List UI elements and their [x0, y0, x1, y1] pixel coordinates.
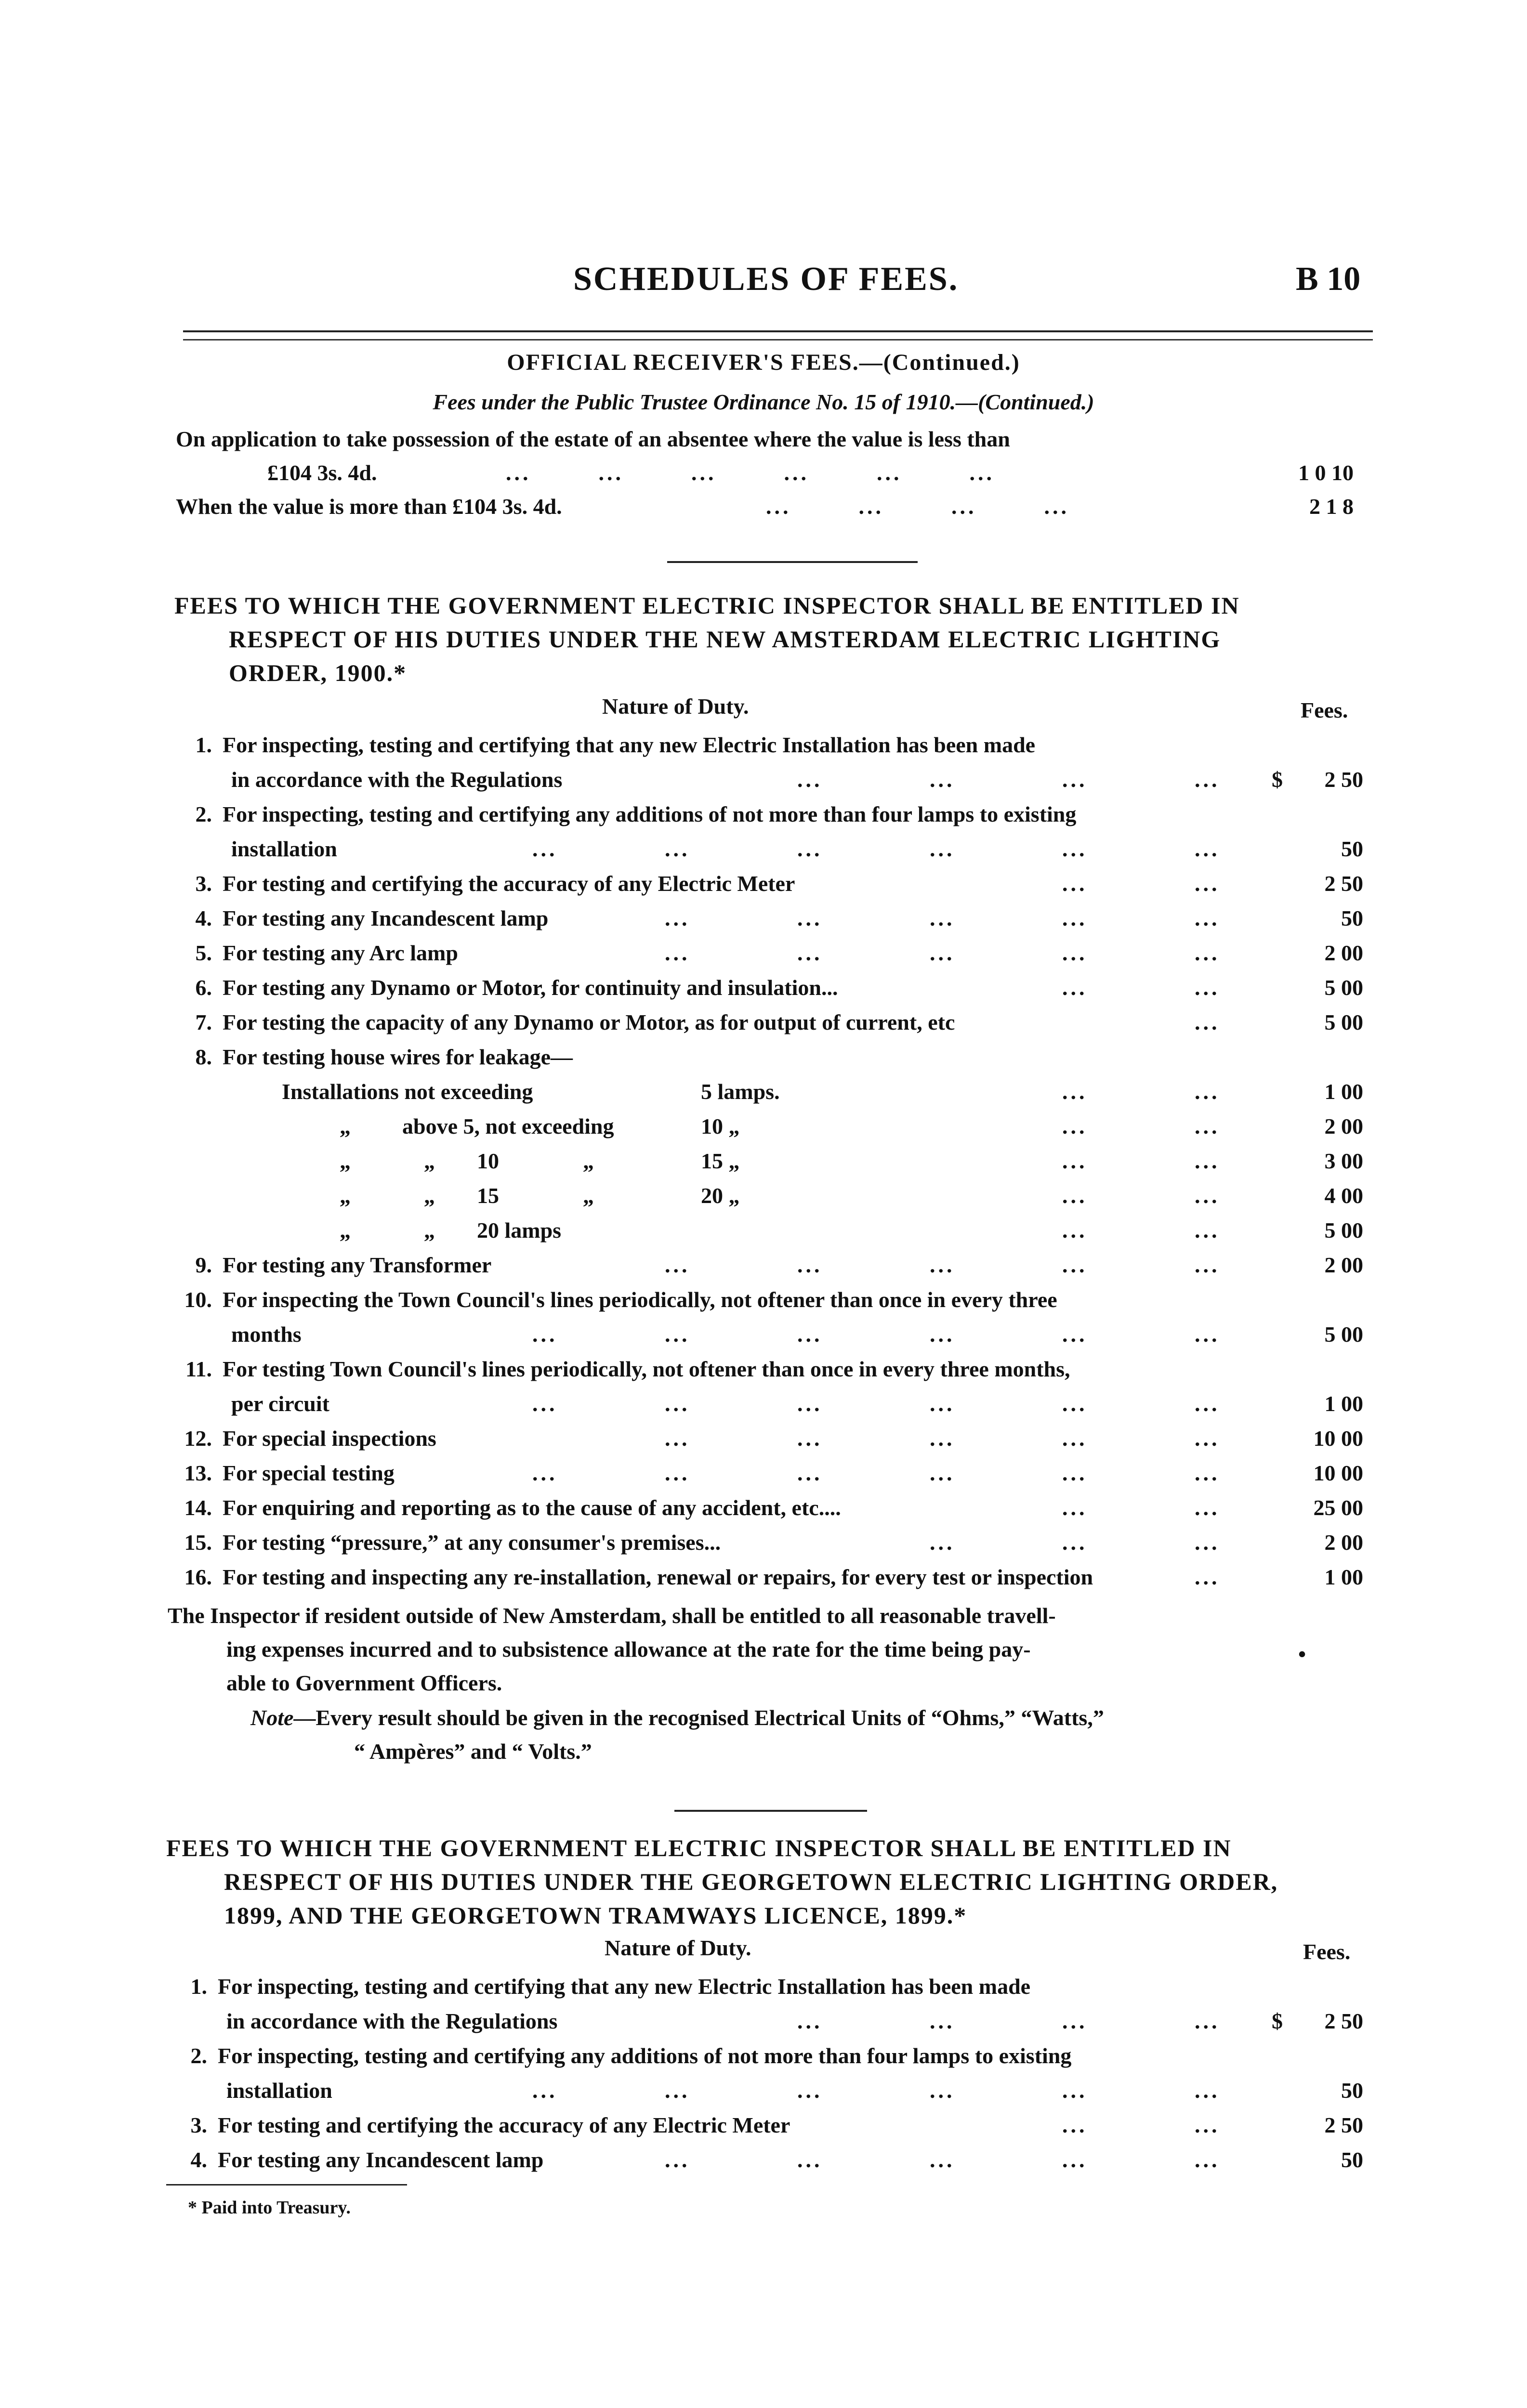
item-text-continued: in accordance with the Regulations	[231, 767, 563, 792]
leader-dots: ...	[1195, 1149, 1220, 1173]
leader-dots: ...	[665, 1322, 690, 1347]
page-number: B 10	[1296, 261, 1361, 298]
note-line-2: “ Ampères” and “ Volts.”	[354, 1739, 592, 1764]
leader-dots: ...	[930, 1391, 955, 1416]
item-number: 2.	[190, 2043, 207, 2068]
header-rule	[183, 330, 1373, 340]
leakage-tier: 10	[477, 1149, 499, 1173]
item-text-continued: installation	[231, 837, 337, 861]
leakage-tier: Installations not exceeding	[282, 1079, 533, 1104]
item-fee: 5 00	[1324, 1322, 1363, 1347]
inspector-mark: •	[1298, 1642, 1306, 1666]
item-text: For special testing	[223, 1461, 395, 1485]
item-number: 12.	[184, 1426, 212, 1451]
leader-dots: ...	[532, 1322, 558, 1347]
item-number: 1.	[195, 733, 212, 757]
ditto-mark: „	[583, 1149, 594, 1173]
ditto-mark: „	[340, 1218, 351, 1243]
item-fee: 4 00	[1324, 1183, 1363, 1208]
item-fee: 2 50	[1324, 2113, 1363, 2137]
item-text: For testing any Incandescent lamp	[218, 2147, 544, 2172]
inspector-line-3: able to Government Officers.	[226, 1671, 502, 1695]
receiver-fee-1: 1 0 10	[1298, 460, 1354, 485]
leakage-limit: 15 „	[701, 1149, 740, 1173]
leader-dots: ...	[797, 1253, 823, 1277]
section2-heading-3: 1899, AND THE GEORGETOWN TRAMWAYS LICENCE, 1899.*	[224, 1902, 967, 1929]
leader-dots: ...	[797, 1461, 823, 1485]
item-number: 5.	[195, 941, 212, 965]
leader-dots: ...	[797, 837, 823, 861]
leader-dots: ...	[1195, 767, 1220, 792]
leader-dots: ...	[797, 1322, 823, 1347]
item-number: 3.	[190, 2113, 207, 2137]
item-fee: 5 00	[1324, 975, 1363, 1000]
section1-col-nature: Nature of Duty.	[602, 694, 749, 719]
ditto-mark: „	[340, 1183, 351, 1208]
item-text-continued: in accordance with the Regulations	[226, 2009, 558, 2033]
leader-dots: ...	[1062, 1530, 1088, 1555]
item-number: 4.	[195, 906, 212, 930]
leader-dots: ...	[930, 906, 955, 930]
receiver-line-1: On application to take possession of the estate of an absentee where the value is less than	[176, 427, 1010, 451]
item-fee: 5 00	[1324, 1010, 1363, 1034]
item-fee: 10 00	[1313, 1461, 1363, 1485]
leader-dots: ...	[797, 941, 823, 965]
leader-dots: ...	[1195, 1426, 1220, 1451]
item-text: For enquiring and reporting as to the cause of any accident, etc....	[223, 1495, 841, 1520]
leader-dots: ...	[1062, 871, 1088, 896]
leader-dots: ...	[665, 1426, 690, 1451]
leader-dots: ...	[665, 2078, 690, 2103]
item-number: 8.	[195, 1045, 212, 1069]
item-text: For special inspections	[223, 1426, 436, 1451]
leader-dots: ...	[1062, 1495, 1088, 1520]
leader-dots: ...	[1195, 1114, 1220, 1139]
leader-dots: ...	[1195, 1079, 1220, 1104]
item-text: For inspecting, testing and certifying any additions of not more than four lamps to existing	[223, 802, 1077, 826]
leader-dots: ...	[930, 2147, 955, 2172]
leader-dots: ...	[1062, 1253, 1088, 1277]
leader-dots: ...	[1062, 1426, 1088, 1451]
item-text: For testing “pressure,” at any consumer's premises...	[223, 1530, 721, 1555]
leakage-tier: above 5, not exceeding	[402, 1114, 614, 1139]
leader-dots: ...	[930, 1322, 955, 1347]
currency-sign: $	[1272, 2009, 1283, 2033]
leader-dots: ...	[930, 1530, 955, 1555]
leader-dots: ...	[797, 906, 823, 930]
leader-dots: ...	[1195, 1565, 1220, 1589]
leader-dots: ...	[665, 1391, 690, 1416]
item-fee: 2 50	[1324, 767, 1363, 792]
item-fee: 10 00	[1313, 1426, 1363, 1451]
item-text: For testing any Incandescent lamp	[223, 906, 549, 930]
leader-dots: ...	[532, 837, 558, 861]
leader-dots: ...	[665, 2147, 690, 2172]
leader-dots: ...	[1062, 1079, 1088, 1104]
item-number: 7.	[195, 1010, 212, 1034]
leader-dots: ...	[1195, 871, 1220, 896]
section1-heading-3: ORDER, 1900.*	[229, 659, 407, 686]
inspector-line-1: The Inspector if resident outside of New Amsterdam, shall be entitled to all reasonable travell-	[168, 1603, 1056, 1628]
item-number: 6.	[195, 975, 212, 1000]
ditto-mark: „	[424, 1218, 435, 1243]
leader-dots: ... ... ... ... ... ...	[506, 460, 995, 485]
item-number: 10.	[184, 1287, 212, 1312]
leader-dots: ...	[1195, 2147, 1220, 2172]
item-number: 14.	[184, 1495, 212, 1520]
item-text: For testing house wires for leakage—	[223, 1045, 573, 1069]
receiver-line-3: When the value is more than £104 3s. 4d.	[176, 494, 562, 519]
leader-dots: ...	[930, 1253, 955, 1277]
footnote: * Paid into Treasury.	[188, 2198, 351, 2218]
section2-col-fees: Fees.	[1303, 1939, 1351, 1964]
leader-dots: ...	[1062, 2147, 1088, 2172]
item-number: 11.	[185, 1357, 212, 1381]
section1-heading-2: RESPECT OF HIS DUTIES UNDER THE NEW AMSTERDAM ELECTRIC LIGHTING	[229, 626, 1221, 653]
item-text: For inspecting, testing and certifying any additions of not more than four lamps to existing	[218, 2043, 1072, 2068]
item-fee: 1 00	[1324, 1079, 1363, 1104]
leader-dots: ...	[532, 1391, 558, 1416]
leader-dots: ...	[1195, 906, 1220, 930]
item-number: 15.	[184, 1530, 212, 1555]
item-number: 3.	[195, 871, 212, 896]
section2-heading-1: FEES TO WHICH THE GOVERNMENT ELECTRIC INSPECTOR SHALL BE ENTITLED IN	[166, 1834, 1232, 1861]
leader-dots: ...	[797, 2078, 823, 2103]
item-text: For testing Town Council's lines periodically, not oftener than once in every three months,	[223, 1357, 1070, 1381]
leader-dots: ...	[1195, 1530, 1220, 1555]
leader-dots: ... ... ... ...	[766, 494, 1069, 519]
item-fee: 50	[1341, 837, 1363, 861]
leader-dots: ...	[930, 2009, 955, 2033]
section2-heading-2: RESPECT OF HIS DUTIES UNDER THE GEORGETOWN ELECTRIC LIGHTING ORDER,	[224, 1868, 1278, 1895]
leader-dots: ...	[1195, 1010, 1220, 1034]
receiver-subtitle: Fees under the Public Trustee Ordinance No. 15 of 1910.—(Continued.)	[433, 390, 1094, 414]
leader-dots: ...	[797, 1391, 823, 1416]
leader-dots: ...	[1062, 2078, 1088, 2103]
leader-dots: ...	[797, 767, 823, 792]
leader-dots: ...	[930, 767, 955, 792]
leader-dots: ...	[665, 1253, 690, 1277]
item-number: 4.	[190, 2147, 207, 2172]
item-text: For inspecting, testing and certifying that any new Electric Installation has been made	[218, 1974, 1031, 1999]
leader-dots: ...	[1195, 1183, 1220, 1208]
note-line-1	[250, 1705, 1104, 1730]
leader-dots: ...	[1062, 1149, 1088, 1173]
leader-dots: ...	[1062, 2113, 1088, 2137]
note-text: —Every result should be given in the recognised Electrical Units of “Ohms,” “Watts,”	[293, 1705, 1104, 1730]
leader-dots: ...	[930, 837, 955, 861]
note-label: Note	[250, 1705, 294, 1730]
item-number: 9.	[195, 1253, 212, 1277]
item-fee: 3 00	[1324, 1149, 1363, 1173]
leader-dots: ...	[1195, 941, 1220, 965]
leader-dots: ...	[930, 1426, 955, 1451]
item-text: For testing and certifying the accuracy of any Electric Meter	[223, 871, 795, 896]
leader-dots: ...	[1195, 2078, 1220, 2103]
leader-dots: ...	[797, 2009, 823, 2033]
leader-dots: ...	[1195, 1495, 1220, 1520]
leader-dots: ...	[1195, 1322, 1220, 1347]
item-text: For testing and certifying the accuracy of any Electric Meter	[218, 2113, 790, 2137]
item-fee: 1 00	[1324, 1565, 1363, 1589]
ditto-mark: „	[340, 1149, 351, 1173]
leader-dots: ...	[1062, 941, 1088, 965]
leader-dots: ...	[1195, 837, 1220, 861]
item-number: 2.	[195, 802, 212, 826]
leader-dots: ...	[930, 941, 955, 965]
section-divider	[667, 561, 918, 563]
leader-dots: ...	[1062, 1218, 1088, 1243]
inspector-line-2: ing expenses incurred and to subsistence allowance at the rate for the time being pay-	[226, 1637, 1031, 1662]
leader-dots: ...	[665, 1461, 690, 1485]
item-fee: 50	[1341, 906, 1363, 930]
page-title: SCHEDULES OF FEES.	[573, 261, 959, 298]
section1-col-fees: Fees.	[1301, 698, 1348, 722]
ditto-mark: „	[340, 1114, 351, 1139]
section2-col-nature: Nature of Duty.	[605, 1936, 751, 1960]
leakage-limit: 10 „	[701, 1114, 740, 1139]
leader-dots: ...	[1062, 975, 1088, 1000]
leakage-limit: 5 lamps.	[701, 1079, 780, 1104]
leader-dots: ...	[1195, 1253, 1220, 1277]
item-fee: 2 00	[1324, 1253, 1363, 1277]
item-fee: 5 00	[1324, 1218, 1363, 1243]
item-fee: 50	[1341, 2078, 1363, 2103]
leader-dots: ...	[532, 1461, 558, 1485]
leader-dots: ...	[1195, 2009, 1220, 2033]
item-text: For testing any Dynamo or Motor, for continuity and insulation...	[223, 975, 838, 1000]
ditto-mark: „	[583, 1183, 594, 1208]
receiver-line-2: £104 3s. 4d.	[267, 460, 377, 485]
leader-dots: ...	[1062, 837, 1088, 861]
leader-dots: ...	[1195, 1391, 1220, 1416]
leader-dots: ...	[532, 2078, 558, 2103]
item-fee: 2 00	[1324, 1530, 1363, 1555]
item-text: For inspecting, testing and certifying that any new Electric Installation has been made	[223, 733, 1036, 757]
leakage-tier: 20 lamps	[477, 1218, 562, 1243]
item-number: 13.	[184, 1461, 212, 1485]
leader-dots: ...	[1062, 2009, 1088, 2033]
leader-dots: ...	[797, 2147, 823, 2172]
leader-dots: ...	[1195, 975, 1220, 1000]
leader-dots: ...	[1195, 2113, 1220, 2137]
leakage-tier: 15	[477, 1183, 499, 1208]
leader-dots: ...	[1195, 1218, 1220, 1243]
leader-dots: ...	[1062, 906, 1088, 930]
ditto-mark: „	[424, 1183, 435, 1208]
leader-dots: ...	[1062, 1461, 1088, 1485]
item-fee: 2 50	[1324, 2009, 1363, 2033]
currency-sign: $	[1272, 767, 1283, 792]
item-fee: 2 00	[1324, 941, 1363, 965]
footnote-rule	[166, 2184, 407, 2186]
leader-dots: ...	[797, 1426, 823, 1451]
item-number: 16.	[184, 1565, 212, 1589]
leader-dots: ...	[1062, 1114, 1088, 1139]
leader-dots: ...	[930, 2078, 955, 2103]
leader-dots: ...	[665, 837, 690, 861]
item-fee: 2 50	[1324, 871, 1363, 896]
leader-dots: ...	[1062, 1183, 1088, 1208]
item-text: For inspecting the Town Council's lines periodically, not oftener than once in every three	[223, 1287, 1057, 1312]
leader-dots: ...	[1062, 767, 1088, 792]
item-text: For testing and inspecting any re-installation, renewal or repairs, for every test or inspection	[223, 1565, 1093, 1589]
item-text: For testing the capacity of any Dynamo or Motor, as for output of current, etc	[223, 1010, 955, 1034]
receiver-title: OFFICIAL RECEIVER'S FEES.—(Continued.)	[507, 350, 1020, 375]
leader-dots: ...	[1062, 1322, 1088, 1347]
item-number: 1.	[190, 1974, 207, 1999]
item-fee: 25 00	[1313, 1495, 1363, 1520]
item-text-continued: per circuit	[231, 1391, 329, 1416]
item-fee: 50	[1341, 2147, 1363, 2172]
leader-dots: ...	[1062, 1391, 1088, 1416]
item-text-continued: months	[231, 1322, 302, 1347]
item-text: For testing any Transformer	[223, 1253, 492, 1277]
item-text: For testing any Arc lamp	[223, 941, 458, 965]
item-fee: 2 00	[1324, 1114, 1363, 1139]
leader-dots: ...	[665, 906, 690, 930]
ditto-mark: „	[424, 1149, 435, 1173]
leader-dots: ...	[665, 941, 690, 965]
section1-heading-1: FEES TO WHICH THE GOVERNMENT ELECTRIC INSPECTOR SHALL BE ENTITLED IN	[174, 592, 1240, 619]
item-text-continued: installation	[226, 2078, 332, 2103]
leakage-limit: 20 „	[701, 1183, 740, 1208]
item-fee: 1 00	[1324, 1391, 1363, 1416]
receiver-fee-2: 2 1 8	[1309, 494, 1354, 519]
leader-dots: ...	[1195, 1461, 1220, 1485]
leader-dots: ...	[930, 1461, 955, 1485]
section-divider	[674, 1810, 867, 1812]
